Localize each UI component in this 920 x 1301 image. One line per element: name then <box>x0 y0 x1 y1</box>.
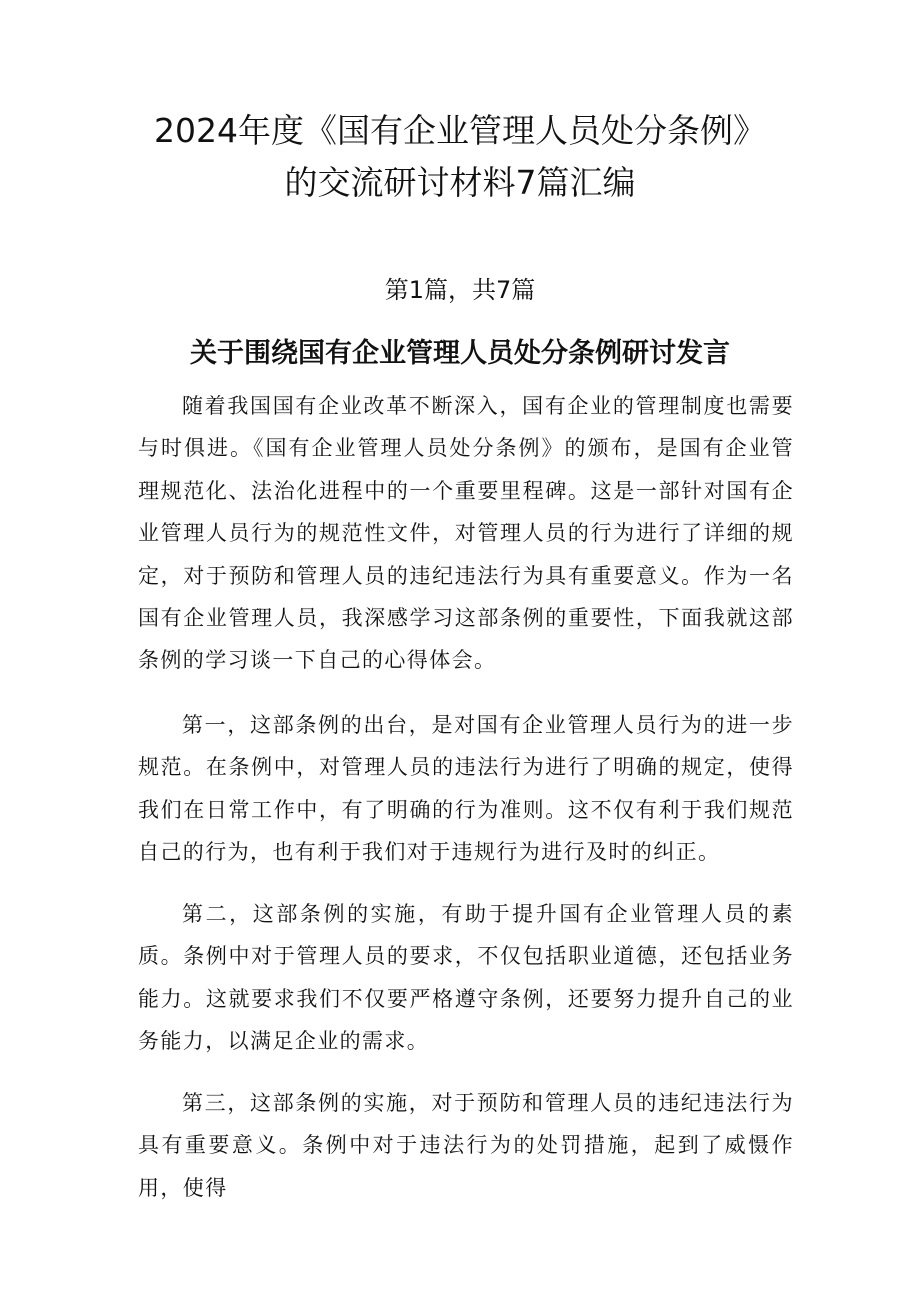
document-title-line-2: 的交流研讨材料7篇汇编 <box>284 163 636 202</box>
body-paragraph-first-point: 第一，这部条例的出台，是对国有企业管理人员行为的进一步规范。在条例中，对管理人员的违法行为进行了明确的规定，使得我们在日常工作中，有了明确的行为准则。这不仅有利于我们规范自己的行为，也有利于我们对于违规行为进行及时的纠正。 <box>138 713 794 865</box>
section-heading: 关于围绕国有企业管理人员处分条例研讨发言 <box>190 338 730 369</box>
document-title-line-1: 2024年度《国有企业管理人员处分条例》 <box>154 111 766 150</box>
body-paragraph-intro: 随着我国国有企业改革不断深入，国有企业的管理制度也需要与时俱进。《国有企业管理人员处分条例》的颁布，是国有企业管理规范化、法治化进程中的一个重要里程碑。这是一部针对国有企业管理人员行为的规范性文件，对管理人员的行为进行了详细的规定，对于预防和管理人员的违纪违法行为具有重要意义。作为一名国有企业管理人员，我深感学习这部条例的重要性，下面我就这部条例的学习谈一下自己的心得体会。 <box>138 394 794 673</box>
body-paragraph-second-point: 第二，这部条例的实施，有助于提升国有企业管理人员的素质。条例中对于管理人员的要求，不仅包括职业道德，还包括业务能力。这就要求我们不仅要严格遵守条例，还要努力提升自己的业务能力，以满足企业的需求。 <box>138 902 794 1054</box>
body-paragraph-third-point: 第三，这部条例的实施，对于预防和管理人员的违纪违法行为具有重要意义。条例中对于违法行为的处罚措施，起到了威慑作用，使得 <box>138 1091 794 1200</box>
part-indicator: 第1篇，共7篇 <box>384 276 536 304</box>
